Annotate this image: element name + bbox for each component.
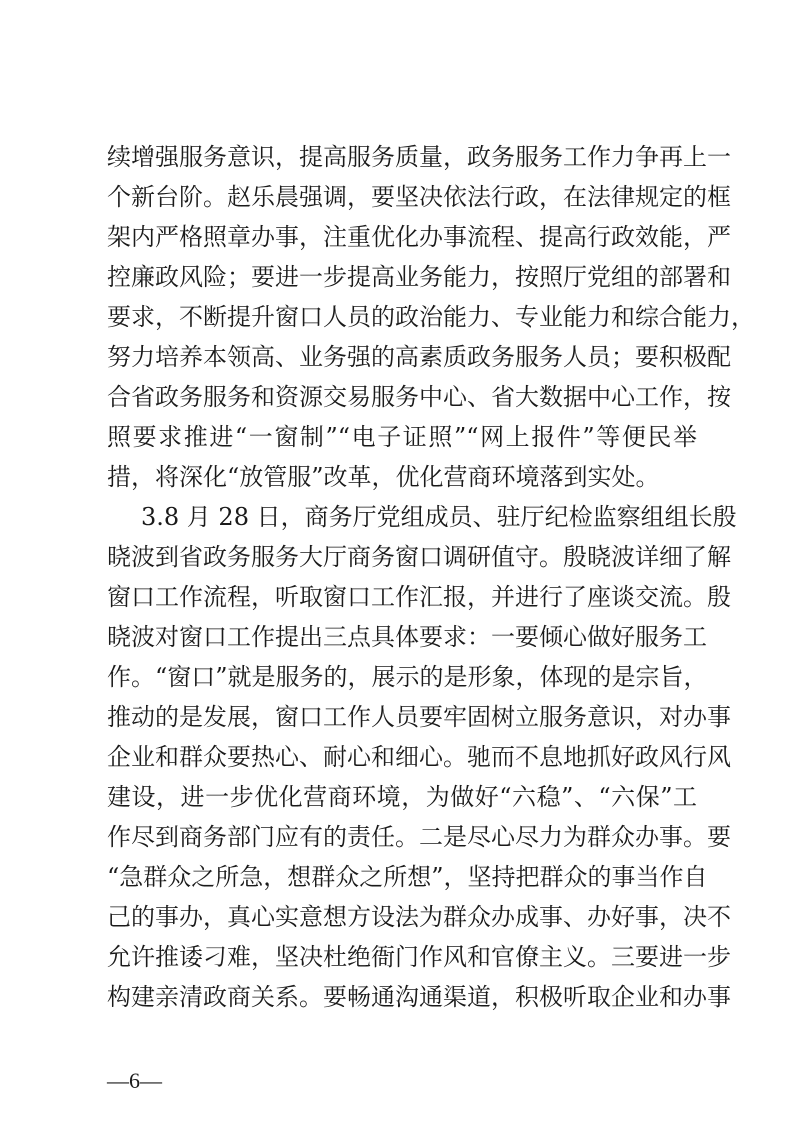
text-line-19: “急群众之所急，想群众之所想”，坚持把群众的事当作自: [107, 863, 708, 891]
text-line-12: 窗口工作流程，听取窗口工作汇报，并进行了座谈交流。殷: [107, 583, 731, 611]
text-line-15: 推动的是发展，窗口工作人员要牢固树立服务意识，对办事: [107, 703, 731, 731]
text-line-5: 要求，不断提升窗口人员的政治能力、专业能力和综合能力，: [107, 303, 755, 331]
text-line-20: 己的事办，真心实意想方设法为群众办成事、办好事，决不: [107, 903, 731, 931]
text-line-14: 作。“窗口”就是服务的，展示的是形象，体现的是宗旨，: [107, 663, 708, 691]
text-line-18: 作尽到商务部门应有的责任。二是尽心尽力为群众办事。要: [107, 823, 731, 851]
text-line-16: 企业和群众要热心、耐心和细心。驰而不息地抓好政风行风: [107, 743, 731, 771]
text-line-10: 3.8 月 28 日，商务厅党组成员、驻厅纪检监察组组长殷: [141, 503, 737, 531]
text-line-3: 架内严格照章办事，注重优化办事流程、提高行政效能，严: [107, 223, 731, 251]
text-line-11: 晓波到省政务服务大厅商务窗口调研值守。殷晓波详细了解: [107, 543, 731, 571]
text-line-1: 续增强服务意识，提高服务质量，政务服务工作力争再上一: [107, 143, 731, 171]
text-line-6: 努力培养本领高、业务强的高素质政务服务人员；要积极配: [107, 343, 731, 371]
text-line-2: 个新台阶。赵乐晨强调，要坚决依法行政，在法律规定的框: [107, 183, 731, 211]
document-body: [107, 137, 755, 1017]
text-line-17: 建设，进一步优化营商环境，为做好“六稳”、“六保”工: [107, 783, 697, 811]
text-line-13: 晓波对窗口工作提出三点具体要求：一要倾心做好服务工: [107, 623, 707, 651]
text-line-21: 允许推诿刁难，坚决杜绝衙门作风和官僚主义。三要进一步: [107, 943, 731, 971]
page-number: —6—: [107, 1068, 162, 1093]
text-line-9: 措，将深化“放管服”改革，优化营商环境落到实处。: [107, 463, 660, 491]
text-line-8: 照要求推进“一窗制”“电子证照”“网上报件”等便民举: [107, 423, 697, 451]
text-line-22: 构建亲清政商关系。要畅通沟通渠道，积极听取企业和办事: [107, 983, 731, 1011]
text-line-7: 合省政务服务和资源交易服务中心、省大数据中心工作，按: [107, 383, 731, 411]
text-line-4: 控廉政风险；要进一步提高业务能力，按照厅党组的部署和: [107, 263, 731, 291]
